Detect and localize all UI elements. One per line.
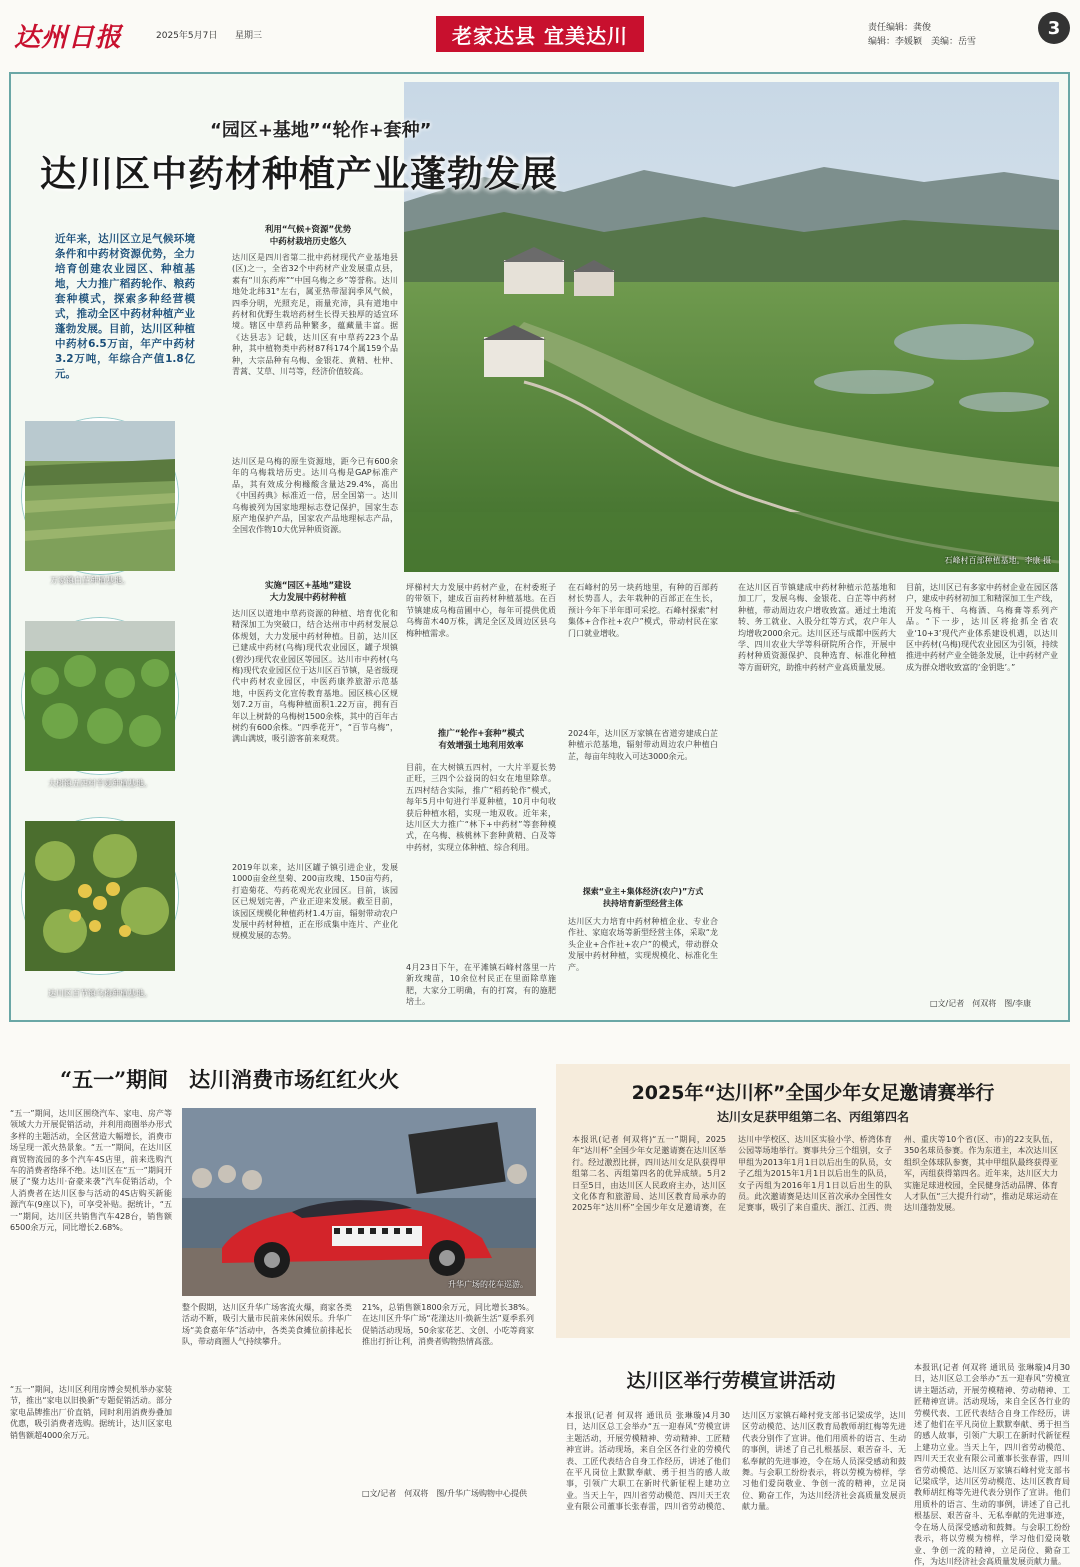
section4-heading: 探索“业主+集体经济(农户)”方式 扶持培育新型经营主体 [582, 887, 704, 908]
section2-body: 达川区以道地中草药资源的种植、培育优化和精深加工为突破口，结合达州市中药材发展总体规划，大力发展中药材种植。目前，达川区已建成中药材(乌梅)现代农业园区，罐子坝镇(碧沙)现代农业园区等园区。达川市中药材(乌梅)现代农业园区位于达川区百节镇，是省级现代中药材农业园区，中医药康养旅游示范基地，中医药文化宣传教育基地。园区核心区规划7.2万亩，乌梅种植面积1.22万亩，拥有百年以上树龄的乌梅树1500余株，其中的百年古树约有600余株。“四季花开”，“百节乌梅”，满山满坡，吸引游客前来观赏。 [232, 609, 398, 744]
col5-body: 目前，达川区已有多家中药材企业在园区落户，建成中药材初加工和精深加工生产线，开发乌梅干、乌梅酒、乌梅膏等系列产品。“下一步，达川区将抢抓全省农业‘10+3’现代产业体系建设机遇，以达川区中药材(乌梅)现代农业园区为引领，持续推进中药材产业全链条发展，让中药材产业成为群众增收致富的‘金钥匙’。” [906, 583, 1058, 672]
consumer-body-a: “五一”期间，达川区围绕汽车、家电、房产等领域大力开展促销活动，并利用商圈举办形式多样的主题活动，全区营造大幅增长，消费市场呈现一派火热景象。“五一”期间，在达川区商贸物流园的多个汽车4S店里，前来选购汽车的消费者络绎不绝。达川区在“五一”期间开展了“聚力达川·奋豪来袭”汽车促销活动，个人消费者在达川区参与活动的4S店购买新能源汽车(9座以下)，可享受补贴。据统计，“五一”期间，达川区共销售汽车428台，销售额6500余万元，同比增长2.68%。 [10, 1109, 172, 1233]
circle-caption-1: 万家镇白芷种植基地。 [50, 576, 130, 585]
section-banner [436, 16, 644, 52]
football-headline: 2025年“达川杯”全国少年女足邀请赛举行 [631, 1082, 995, 1104]
page-number: 3 [1047, 17, 1061, 39]
masthead [0, 0, 1080, 60]
consumer-body-d: 21%，总销售额1800余万元，同比增长38%。在达川区升华广场“花漾达川·焕新生活”夏季系列促销活动现场，50余家花艺、文创、小吃等商家推出打折让利，消费者购物热情高涨。 [362, 1303, 534, 1347]
feature-byline: □文/记者 何双将 图/李康 [930, 999, 1031, 1008]
section3-body: 目前，在大树镇五四村，一大片半夏长势正旺，三四个公益岗的妇女在地里除草。五四村结合实际，推广“稻药轮作”模式，每年5月中旬进行半夏种植，10月中旬收获后种植水稻，实现一地双收。近年来，达川区大力推广“林下+中药材”等套种模式，在乌梅、核桃林下套种黄精、白及等中药材，实现立体种植、综合利用。 [406, 763, 556, 852]
consumer-body-b: “五一”期间，达川区利用房博会契机举办家装节，推出“家电以旧换新”专题促销活动。部分家电品牌推出厂价直销，同时利用消费券叠加优惠，吸引消费者选购。据统计，达川区家电销售额超4000余万元。 [10, 1385, 172, 1440]
col3-body: 在石峰村的另一块药地里，有种的百部药材长势喜人，去年栽种的百部正在生长，预计今年下半年即可采挖。石峰村探索“村集体+合作社+农户”模式，带动村民在家门口就业增收。 [568, 583, 718, 638]
consumer-byline: □文/记者 何双将 图/升华广场购物中心提供 [362, 1489, 527, 1498]
issue-weekday: 星期三 [235, 31, 263, 41]
newspaper-logo: 达州日报 [14, 23, 123, 53]
editor-credit-1: 责任编辑：龚俊 [868, 23, 932, 33]
section-banner-text: 老家达县 宜美达川 [452, 23, 628, 48]
col2-body: 坪梯村大力发展中药材产业，在村委班子的带领下，建成百亩药材种植基地。在百节镇建成乌梅苗圃中心，每年可提供优质乌梅苗木40万株，满足全区及周边区县乌梅种植需求。 [406, 583, 556, 638]
section3-body-2: 4月23日下午，在平滩镇石峰村落里一片新玫瑰苗，10余位村民正在里面除草施肥，大家分工明确，有的打窝，有的施肥培土。 [406, 963, 556, 1007]
circle-caption-2: 大树镇五四村半夏种植基地。 [48, 779, 152, 788]
section1-body: 达川区是四川省第二批中药材现代产业基地县(区)之一，全省32个中药材产业发展重点县，素有“川东药库”“中国乌梅之乡”等誉称。达川地处北纬31°左右，属亚热带湿润季风气候，四季分明，光照充足，雨量充沛，具有道地中药材和优野生栽培药材生长得天独厚的适宜环境。辖区中草药品种繁多，蕴藏量丰富。据《达县志》记载，达川区有中草药223个品种，其中植物类中药材87科174个属159个品种，大宗品种有乌梅、金银花、黄精、杜仲、青蒿、艾草、川芎等，经济价值较高。 [232, 253, 398, 377]
circle-photo-3 [22, 818, 178, 974]
labor-headline: 达川区举行劳模宣讲活动 [626, 1370, 836, 1392]
feature-headline: 达川区中药材种植产业蓬勃发展 [40, 154, 559, 195]
page-number-badge [1038, 12, 1070, 44]
labor-body: 本报讯(记者 何双将 通讯员 张琳璇)4月30日，达川区总工会举办“五一迎春风”劳模宣讲主题活动，开展劳模精神、劳动精神、工匠精神宣讲。活动现场，来自全区各行业的劳模代表、工匠代表结合自身工作经历，讲述了他们在平凡岗位上默默奉献、勇于担当的感人故事，引领广大职工在新时代新征程上建功立业。当天上午，四川省劳动模范、四川天王农业有限公司董事长张春雷，四川省劳动模范、达川区万家镇石峰村党支部书记梁成学，达川区劳动模范、达川区教育局教师胡红梅等先进代表分别作了宣讲。他们用质朴的语言、生动的事例，讲述了自己扎根基层、艰苦奋斗、无私奉献的先进事迹，令在场人员深受感动和鼓舞。与会职工纷纷表示，将以劳模为榜样，学习他们爱岗敬业、争创一流的精神，立足岗位、勤奋工作，为达川经济社会高质量发展贡献力量。 [566, 1411, 906, 1512]
editor-credit-2: 编辑：李媛颖 美编：岳雪 [868, 37, 977, 47]
circle-photo-2 [22, 618, 178, 774]
labor-body-side-text: 本报讯(记者 何双将 通讯员 张琳璇)4月30日，达川区总工会举办“五一迎春风”劳模宣讲主题活动，开展劳模精神、劳动精神、工匠精神宣讲。活动现场，来自全区各行业的劳模代表、工匠代表结合自身工作经历，讲述了他们在平凡岗位上默默奉献、勇于担当的感人故事，引领广大职工在新时代新征程上建功立业。当天上午，四川省劳动模范、四川天王农业有限公司董事长张春雷，四川省劳动模范、达川区万家镇石峰村党支部书记梁成学，达川区劳动模范、达川区教育局教师胡红梅等先进代表分别作了宣讲。他们用质朴的语言、生动的事例，讲述了自己扎根基层、艰苦奋斗、无私奉献的先进事迹，令在场人员深受感动和鼓舞。与会职工纷纷表示，将以劳模为榜样，学习他们爱岗敬业、争创一流的精神，立足岗位、勤奋工作，为达川经济社会高质量发展贡献力量。 [914, 1363, 1070, 1566]
section1-body-2: 达川区是乌梅的原生资源地，距今已有600余年的乌梅栽培历史。达川乌梅是GAP标准产品，其有效成分枸橼酸含量达29.4%，高出《中国药典》标准近一倍，居全国第一。达川乌梅被列为国家地理标志登记保护，国家生态原产地保护产品，国家农产品地理标志产品，全国农作物10大优异种质资源。 [232, 457, 398, 535]
section1-heading: 利用“气候+资源”优势 中药材栽培历史悠久 [264, 225, 352, 247]
consumer-photo [182, 1108, 536, 1296]
issue-date: 2025年5月7日 [156, 31, 218, 41]
main-photo-caption: 石峰村百部种植基地。李康 摄 [944, 556, 1051, 565]
feature-lead: 近年来，达川区立足气候环境条件和中药材资源优势，全力培育创建农业园区、种植基地，大力推广稻药轮作、粮药套种模式，探索多种经营模式，推动全区中药材种植产业蓬勃发展。目前，达川区种植中药材6.5万亩，年产中药材3.2万吨，年综合产值1.8亿元。 [55, 233, 195, 380]
section2-heading: 实施“园区+基地”建设 大力发展中药材种植 [264, 581, 352, 603]
col4-body: 在达川区百节镇建成中药材种植示范基地和加工厂，发展乌梅、金银花、白芷等中药材种植，带动周边农户增收致富。通过土地流转、务工就业、入股分红等方式，农户年人均增收2000余元。达川区还与成都中医药大学、四川农业大学等科研院所合作，开展中药材种质资源保护、良种选育、标准化种植等方面研究，助推中药材产业高质量发展。 [738, 583, 896, 672]
circle-caption-3: 达川区百节镇乌梅种植基地。 [48, 989, 152, 998]
circle-photo-1 [22, 418, 178, 574]
feature-kicker: “园区+基地”“轮作+套种” [210, 120, 432, 141]
col3-body-2: 2024年，达川区万家镇在省道旁建成白芷种植示范基地，辐射带动周边农户种植白芷，每亩年纯收入可达3000余元。 [568, 729, 718, 761]
football-subheadline: 达川女足获甲组第二名、丙组第四名 [716, 1110, 909, 1124]
football-body: 本报讯(记者 何双将)“五一”期间，2025年“达川杯”全国少年女足邀请赛在达川区举行。经过激烈比拼，四川达川女足队获得甲组第二名、丙组第四名的优异成绩。5月2日至5日，由达川区人民政府主办，达川区文化体育和旅游局、达川区教育局承办的2025年“达川杯”全国少年女足邀请赛，在达川中学校区、达川区实验小学、桥湾体育公园等场地举行。赛事共分三个组别，女子甲组为2013年1月1日以后出生的队员，女子乙组为2015年1月1日以后出生的队员，女子丙组为2016年1月1日以后出生的队员。此次邀请赛是达川区首次承办全国性女足赛事，吸引了来自重庆、浙江、江西、贵州、重庆等10个省(区、市)的22支队伍，350名球员参赛。作为东道主，本次达川区组织全体球队参赛，其中甲组队最终获得亚军，丙组获得第四名。近年来，达川区大力实施足球进校园，全民健身活动品牌、体育人才队伍“三大提升行动”，推动足球运动在达川蓬勃发展。 [572, 1135, 1058, 1213]
section3-heading: 推广“轮作+套种”模式 有效增强土地利用效率 [437, 729, 525, 751]
consumer-photo-caption: 升华广场的花车巡游。 [448, 1280, 528, 1289]
consumer-headline: “五一”期间 达川消费市场红红火火 [60, 1067, 400, 1092]
section4-body: 达川区大力培育中药材种植企业、专业合作社、家庭农场等新型经营主体，采取“龙头企业+合作社+农户”的模式，带动群众发展中药材种植，实现规模化、标准化生产。 [568, 917, 718, 972]
labor-body-side [914, 1362, 1070, 1566]
consumer-body-c: 整个假期，达川区升华广场客流火爆，商家各类活动不断，吸引大量市民前来休闲娱乐。升华广场“美食嘉年华”活动中，各类美食摊位前排起长队，带动商圈人气持续攀升。 [182, 1303, 352, 1347]
section2-body-2: 2019年以来，达川区罐子镇引进企业，发展1000亩金丝皇菊、200亩玫瑰、150亩芍药，打造菊花、芍药花观光农业园区。目前，该园区已规划完善，产业正迎来发展。截至目前，该园区规模化种植药材1.4万亩，辐射带动农户发展中药材种植，正在形成集中连片、产业化规模发展的态势。 [232, 863, 398, 941]
